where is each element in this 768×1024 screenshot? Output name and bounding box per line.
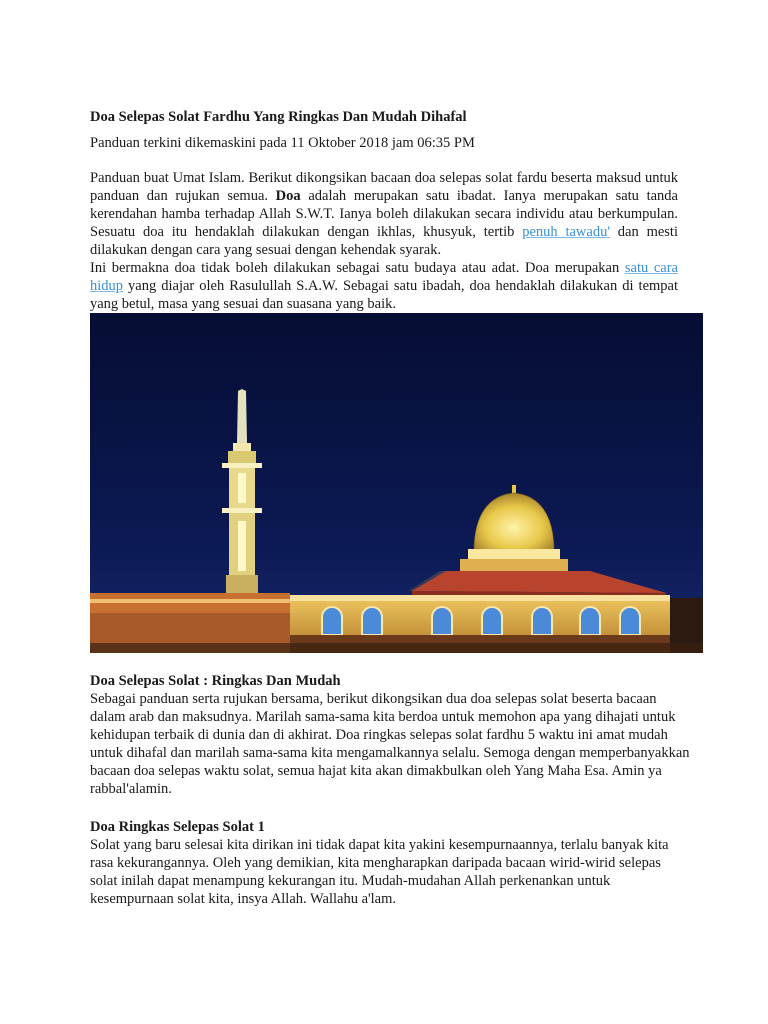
document-page [90,108,678,313]
section-paragraph: Solat yang baru selesai kita dirikan ini tidak dapat kita yakini kesempurnaannya, terlalu banyak kita rasa kekurangannya. Oleh yang demikian, kita mengharapkan daripada bacaan wirid-wirid selepas solat inilah dapat menampung kekurangan itu. Mudah-mudahan Allah perkenankan untuk kesempurnaan solat kita, insya Allah. Wallahu a'lam. [90,837,669,907]
page-title: Doa Selepas Solat Fardhu Yang Ringkas Dan Mudah Dihafal [90,109,467,125]
intro-text: yang diajar oleh Rasulullah S.A.W. Sebagai satu ibadah, doa hendaklah dilakukan di tempat yang betul, masa yang sesuai dan suasana yang baik. [90,278,678,312]
intro-paragraph-1 [90,169,678,259]
updated-line: Panduan terkini dikemaskini pada 11 Oktober 2018 jam 06:35 PM [90,135,475,151]
link-satu-cara-hidup[interactable]: satu cara hidup [90,260,678,294]
mosque-photo [90,313,703,653]
section-paragraph: Sebagai panduan serta rujukan bersama, berikut dikongsikan dua doa selepas solat beserta bacaan dalam arab dan maksudnya. Marilah sama-sama kita berdoa untuk memohon apa yang dihajati untuk kehidupan terbaik di dunia dan di akhirat. Doa ringkas selepas solat fardhu 5 waktu ini amat mudah untuk dihafal dan marilah sama-sama kita mengamalkannya selalu. Semoga dengan memperbanyakkan bacaan doa selepas waktu solat, semua hajat kita akan dimakbulkan oleh Yang Maha Esa. Amin ya rabbal'alamin. [90,691,690,797]
intro-paragraph-2 [90,259,678,313]
intro-text: dan mesti dilakukan dengan cara yang sesuai dengan kehendak syarak. [90,224,678,258]
section-heading: Doa Ringkas Selepas Solat 1 [90,819,265,835]
intro-text: Ini bermakna doa tidak boleh dilakukan sebagai satu budaya atau adat. Doa merupakan [90,260,625,276]
section-heading: Doa Selepas Solat : Ringkas Dan Mudah [90,673,341,689]
intro-text: adalah merupakan satu ibadat. Ianya merupakan satu tanda kerendahan hamba terhadap Allah S.W.T. Ianya boleh dilakukan secara individu atau berkumpulan. Sesuatu doa itu hendaklah dilakukan dengan ikhlas, khusyuk, tertib [90,188,678,240]
intro-bold-term: Doa [275,188,301,204]
section-doa-ringkas-1 [90,818,690,908]
link-penuh-tawadu[interactable]: penuh tawadu' [522,224,610,240]
intro-text: Panduan buat Umat Islam. Berikut dikongsikan bacaan doa selepas solat fardu beserta maksud untuk panduan dan rujukan semua. [90,170,678,204]
section-ringkas-dan-mudah [90,672,690,798]
